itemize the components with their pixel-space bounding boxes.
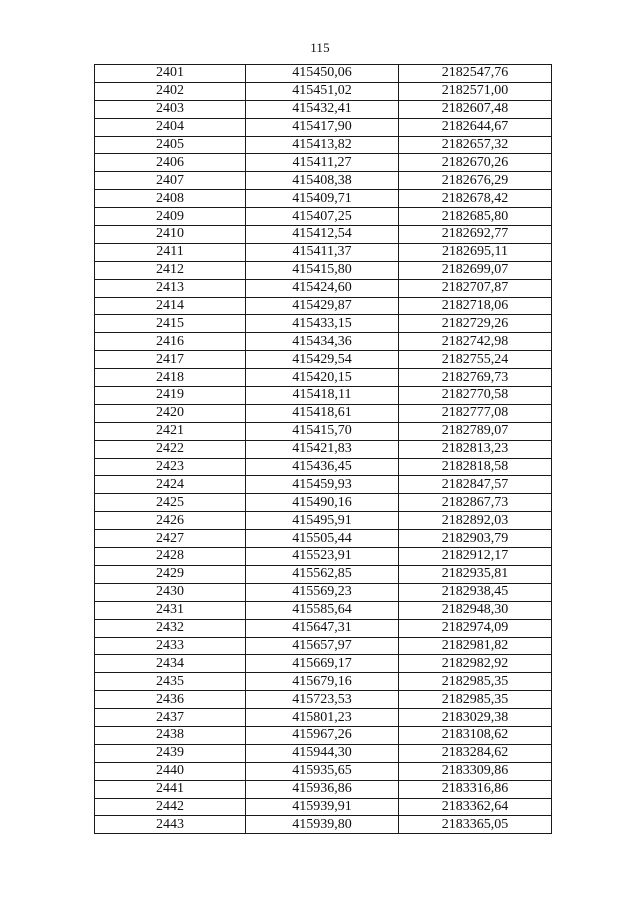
- table-row: [95, 691, 552, 709]
- y-coordinate-cell: 2182547,76: [399, 65, 552, 83]
- x-coordinate-cell: 415723,53: [246, 691, 399, 709]
- table-row: [95, 601, 552, 619]
- point-number-cell: 2413: [95, 279, 246, 297]
- x-coordinate-cell: 415505,44: [246, 530, 399, 548]
- x-coordinate-cell: 415424,60: [246, 279, 399, 297]
- y-coordinate-cell: 2182755,24: [399, 351, 552, 369]
- x-coordinate-cell: 415490,16: [246, 494, 399, 512]
- y-coordinate-cell: 2182670,26: [399, 154, 552, 172]
- x-coordinate-cell: 415420,15: [246, 369, 399, 387]
- y-coordinate-cell: 2183309,86: [399, 762, 552, 780]
- x-coordinate-cell: 415407,25: [246, 208, 399, 226]
- table-row: [95, 816, 552, 834]
- table-row: [95, 297, 552, 315]
- point-number-cell: 2407: [95, 172, 246, 190]
- point-number-cell: 2401: [95, 65, 246, 83]
- y-coordinate-cell: 2182938,45: [399, 583, 552, 601]
- y-coordinate-cell: 2182948,30: [399, 601, 552, 619]
- table-row: [95, 458, 552, 476]
- y-coordinate-cell: 2183108,62: [399, 726, 552, 744]
- table-row: [95, 208, 552, 226]
- x-coordinate-cell: 415935,65: [246, 762, 399, 780]
- y-coordinate-cell: 2182867,73: [399, 494, 552, 512]
- y-coordinate-cell: 2182770,58: [399, 387, 552, 405]
- table-row: [95, 82, 552, 100]
- table-row: [95, 226, 552, 244]
- point-number-cell: 2419: [95, 387, 246, 405]
- x-coordinate-cell: 415418,61: [246, 404, 399, 422]
- y-coordinate-cell: 2182981,82: [399, 637, 552, 655]
- x-coordinate-cell: 415432,41: [246, 100, 399, 118]
- x-coordinate-cell: 415434,36: [246, 333, 399, 351]
- y-coordinate-cell: 2183029,38: [399, 709, 552, 727]
- point-number-cell: 2432: [95, 619, 246, 637]
- y-coordinate-cell: 2182718,06: [399, 297, 552, 315]
- x-coordinate-cell: 415562,85: [246, 565, 399, 583]
- table-row: [95, 333, 552, 351]
- x-coordinate-cell: 415450,06: [246, 65, 399, 83]
- x-coordinate-cell: 415459,93: [246, 476, 399, 494]
- table-row: [95, 65, 552, 83]
- y-coordinate-cell: 2183362,64: [399, 798, 552, 816]
- point-number-cell: 2440: [95, 762, 246, 780]
- x-coordinate-cell: 415429,87: [246, 297, 399, 315]
- table-row: [95, 279, 552, 297]
- y-coordinate-cell: 2182903,79: [399, 530, 552, 548]
- table-row: [95, 136, 552, 154]
- table-row: [95, 619, 552, 637]
- table-row: [95, 709, 552, 727]
- y-coordinate-cell: 2182692,77: [399, 226, 552, 244]
- y-coordinate-cell: 2182789,07: [399, 422, 552, 440]
- x-coordinate-cell: 415417,90: [246, 118, 399, 136]
- y-coordinate-cell: 2182769,73: [399, 369, 552, 387]
- x-coordinate-cell: 415647,31: [246, 619, 399, 637]
- table-row: [95, 530, 552, 548]
- x-coordinate-cell: 415669,17: [246, 655, 399, 673]
- point-number-cell: 2420: [95, 404, 246, 422]
- point-number-cell: 2434: [95, 655, 246, 673]
- point-number-cell: 2416: [95, 333, 246, 351]
- x-coordinate-cell: 415436,45: [246, 458, 399, 476]
- point-number-cell: 2423: [95, 458, 246, 476]
- table-row: [95, 726, 552, 744]
- x-coordinate-cell: 415451,02: [246, 82, 399, 100]
- x-coordinate-cell: 415569,23: [246, 583, 399, 601]
- point-number-cell: 2417: [95, 351, 246, 369]
- table-row: [95, 154, 552, 172]
- point-number-cell: 2436: [95, 691, 246, 709]
- point-number-cell: 2409: [95, 208, 246, 226]
- y-coordinate-cell: 2182729,26: [399, 315, 552, 333]
- x-coordinate-cell: 415495,91: [246, 512, 399, 530]
- table-row: [95, 440, 552, 458]
- point-number-cell: 2431: [95, 601, 246, 619]
- table-row: [95, 261, 552, 279]
- y-coordinate-cell: 2182912,17: [399, 548, 552, 566]
- table-row: [95, 512, 552, 530]
- table-row: [95, 387, 552, 405]
- y-coordinate-cell: 2182985,35: [399, 691, 552, 709]
- table-row: [95, 404, 552, 422]
- point-number-cell: 2441: [95, 780, 246, 798]
- table-row: [95, 422, 552, 440]
- x-coordinate-cell: 415412,54: [246, 226, 399, 244]
- x-coordinate-cell: 415411,27: [246, 154, 399, 172]
- point-number-cell: 2430: [95, 583, 246, 601]
- table-row: [95, 118, 552, 136]
- x-coordinate-cell: 415411,37: [246, 243, 399, 261]
- y-coordinate-cell: 2182892,03: [399, 512, 552, 530]
- point-number-cell: 2442: [95, 798, 246, 816]
- point-number-cell: 2422: [95, 440, 246, 458]
- y-coordinate-cell: 2182813,23: [399, 440, 552, 458]
- point-number-cell: 2403: [95, 100, 246, 118]
- point-number-cell: 2406: [95, 154, 246, 172]
- table-row: [95, 100, 552, 118]
- point-number-cell: 2418: [95, 369, 246, 387]
- table-row: [95, 172, 552, 190]
- point-number-cell: 2429: [95, 565, 246, 583]
- page-number: 115: [310, 40, 330, 55]
- x-coordinate-cell: 415936,86: [246, 780, 399, 798]
- table-row: [95, 673, 552, 691]
- table-row: [95, 369, 552, 387]
- point-number-cell: 2443: [95, 816, 246, 834]
- x-coordinate-cell: 415679,16: [246, 673, 399, 691]
- table-row: [95, 762, 552, 780]
- point-number-cell: 2414: [95, 297, 246, 315]
- x-coordinate-cell: 415415,80: [246, 261, 399, 279]
- point-number-cell: 2439: [95, 744, 246, 762]
- table-row: [95, 744, 552, 762]
- table-row: [95, 655, 552, 673]
- x-coordinate-cell: 415413,82: [246, 136, 399, 154]
- y-coordinate-cell: 2182699,07: [399, 261, 552, 279]
- table-row: [95, 190, 552, 208]
- y-coordinate-cell: 2183316,86: [399, 780, 552, 798]
- point-number-cell: 2438: [95, 726, 246, 744]
- table-row: [95, 798, 552, 816]
- x-coordinate-cell: 415408,38: [246, 172, 399, 190]
- point-number-cell: 2408: [95, 190, 246, 208]
- point-number-cell: 2411: [95, 243, 246, 261]
- table-row: [95, 637, 552, 655]
- y-coordinate-cell: 2182676,29: [399, 172, 552, 190]
- coordinates-table-body: [95, 65, 552, 834]
- point-number-cell: 2426: [95, 512, 246, 530]
- point-number-cell: 2427: [95, 530, 246, 548]
- table-row: [95, 351, 552, 369]
- y-coordinate-cell: 2182847,57: [399, 476, 552, 494]
- x-coordinate-cell: 415939,80: [246, 816, 399, 834]
- y-coordinate-cell: 2182707,87: [399, 279, 552, 297]
- point-number-cell: 2421: [95, 422, 246, 440]
- table-row: [95, 583, 552, 601]
- table-row: [95, 476, 552, 494]
- table-row: [95, 565, 552, 583]
- point-number-cell: 2410: [95, 226, 246, 244]
- point-number-cell: 2428: [95, 548, 246, 566]
- y-coordinate-cell: 2182982,92: [399, 655, 552, 673]
- point-number-cell: 2437: [95, 709, 246, 727]
- y-coordinate-cell: 2182607,48: [399, 100, 552, 118]
- y-coordinate-cell: 2182742,98: [399, 333, 552, 351]
- y-coordinate-cell: 2182985,35: [399, 673, 552, 691]
- x-coordinate-cell: 415415,70: [246, 422, 399, 440]
- x-coordinate-cell: 415421,83: [246, 440, 399, 458]
- table-row: [95, 548, 552, 566]
- point-number-cell: 2415: [95, 315, 246, 333]
- x-coordinate-cell: 415409,71: [246, 190, 399, 208]
- x-coordinate-cell: 415944,30: [246, 744, 399, 762]
- table-row: [95, 780, 552, 798]
- y-coordinate-cell: 2182695,11: [399, 243, 552, 261]
- y-coordinate-cell: 2182685,80: [399, 208, 552, 226]
- point-number-cell: 2402: [95, 82, 246, 100]
- table-row: [95, 494, 552, 512]
- y-coordinate-cell: 2182935,81: [399, 565, 552, 583]
- table-row: [95, 315, 552, 333]
- y-coordinate-cell: 2183365,05: [399, 816, 552, 834]
- point-number-cell: 2424: [95, 476, 246, 494]
- point-number-cell: 2404: [95, 118, 246, 136]
- x-coordinate-cell: 415801,23: [246, 709, 399, 727]
- y-coordinate-cell: 2182678,42: [399, 190, 552, 208]
- y-coordinate-cell: 2183284,62: [399, 744, 552, 762]
- coordinates-table: [94, 64, 552, 834]
- table-row: [95, 243, 552, 261]
- x-coordinate-cell: 415523,91: [246, 548, 399, 566]
- y-coordinate-cell: 2182974,09: [399, 619, 552, 637]
- y-coordinate-cell: 2182571,00: [399, 82, 552, 100]
- x-coordinate-cell: 415967,26: [246, 726, 399, 744]
- x-coordinate-cell: 415939,91: [246, 798, 399, 816]
- point-number-cell: 2412: [95, 261, 246, 279]
- point-number-cell: 2433: [95, 637, 246, 655]
- point-number-cell: 2425: [95, 494, 246, 512]
- x-coordinate-cell: 415429,54: [246, 351, 399, 369]
- y-coordinate-cell: 2182777,08: [399, 404, 552, 422]
- x-coordinate-cell: 415585,64: [246, 601, 399, 619]
- y-coordinate-cell: 2182818,58: [399, 458, 552, 476]
- point-number-cell: 2405: [95, 136, 246, 154]
- x-coordinate-cell: 415418,11: [246, 387, 399, 405]
- y-coordinate-cell: 2182657,32: [399, 136, 552, 154]
- y-coordinate-cell: 2182644,67: [399, 118, 552, 136]
- x-coordinate-cell: 415433,15: [246, 315, 399, 333]
- x-coordinate-cell: 415657,97: [246, 637, 399, 655]
- point-number-cell: 2435: [95, 673, 246, 691]
